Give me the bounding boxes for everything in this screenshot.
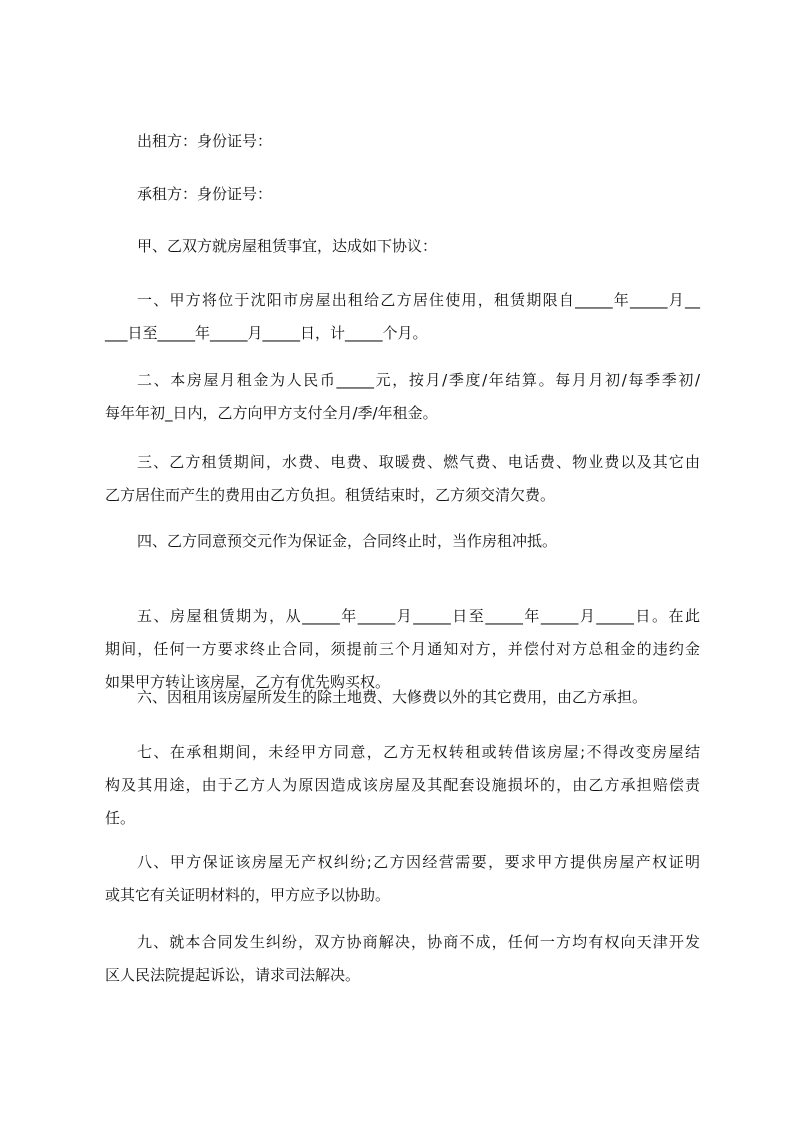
text-line: 二、本房屋月租金为人民币_____元，按月/季度/年结算。每月月初/每季季初/ <box>137 371 700 389</box>
clause-2 <box>105 364 700 430</box>
text-line: 九、就本合同发生纠纷，双方协商解决，协商不成，任何一方均有权向天津开发 <box>137 933 700 951</box>
text-line: 四、乙方同意预交元作为保证金，合同终止时，当作房租冲抵。 <box>137 532 558 550</box>
text-line: 六、因租用该房屋所发生的除土地费、大修费以外的其它费用，由乙方承担。 <box>137 688 648 706</box>
lessee-line <box>105 178 700 211</box>
text-line: 区人民法院提起诉讼，请求司法解决。 <box>105 966 361 984</box>
text-line: 或其它有关证明材料的，甲方应予以协助。 <box>105 886 391 904</box>
text-line: 构及其用途，由于乙方人为原因造成该房屋及其配套设施损坏的，由乙方承担赔偿责 <box>105 776 700 794</box>
text-line: 八、甲方保证该房屋无产权纠纷;乙方因经营需要，要求甲方提供房屋产权证明 <box>137 853 700 871</box>
intro-paragraph <box>105 230 700 263</box>
text-line: 承租方：身份证号： <box>137 185 273 203</box>
text-line: 如果甲方转让该房屋，乙方有优先购买权。 <box>105 673 391 691</box>
text-line: 期间，任何一方要求终止合同，须提前三个月通知对方，并偿付对方总租金的违约金 <box>105 640 700 658</box>
text-line: 出租方：身份证号： <box>137 132 273 150</box>
text-line: 七、在承租期间，未经甲方同意，乙方无权转租或转借该房屋;不得改变房屋结 <box>137 743 700 761</box>
text-line: 甲、乙双方就房屋租赁事宜，达成如下协议： <box>137 237 438 255</box>
text-line: 三、乙方租赁期间，水费、电费、取暖费、燃气费、电话费、物业费以及其它由 <box>137 453 700 471</box>
text-line: 每年年初_日内，乙方向甲方支付全月/季/年租金。 <box>105 404 438 422</box>
clause-4 <box>105 525 700 558</box>
lessor-line <box>105 125 700 158</box>
clause-1 <box>105 284 700 350</box>
text-line: 五、房屋租赁期为，从_____年_____月_____日至_____年_____月_____日。在此 <box>137 607 700 625</box>
clause-9 <box>105 926 700 992</box>
text-line: 任。 <box>105 809 136 827</box>
text-line: 乙方居住而产生的费用由乙方负担。租赁结束时，乙方须交清欠费。 <box>105 486 556 504</box>
clause-3 <box>105 446 700 512</box>
text-line: ___日至_____年_____月_____日，计_____个月。 <box>105 324 428 342</box>
text-line: 一、甲方将位于沈阳市房屋出租给乙方居住使用，租赁期限自_____年_____月__ <box>137 291 700 309</box>
clause-7 <box>105 736 700 835</box>
clause-6 <box>105 681 700 714</box>
clause-8 <box>105 846 700 912</box>
